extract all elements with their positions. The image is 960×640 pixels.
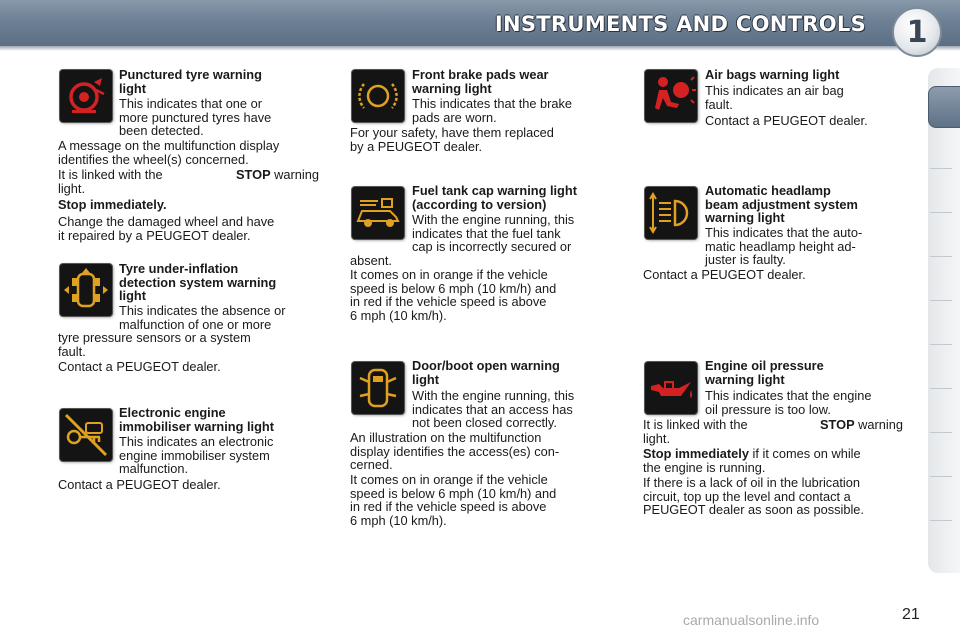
fuelcap-body2: It comes on in orange if the vehicle speed is below 6 mph (10 km/h) and in red if the vehicle speed is above 6 mph (10 km/h). bbox=[350, 267, 557, 323]
tab-divider bbox=[930, 300, 952, 301]
door-body2: An illustration on the multifunction display identifies the access(es) con- cerned. bbox=[350, 430, 560, 472]
oil-title: Engine oil pressure warning light bbox=[705, 358, 824, 387]
tab-divider bbox=[930, 520, 952, 521]
tab-divider bbox=[930, 168, 952, 169]
underinflation-body1: This indicates the absence or malfunction of one or more bbox=[119, 303, 286, 332]
headlamp-body2: Contact a PEUGEOT dealer. bbox=[643, 267, 806, 282]
tab-divider bbox=[930, 344, 952, 345]
underinflation-title: Tyre under-inflation detection system warning light bbox=[119, 261, 277, 303]
punctured-title: Punctured tyre warning light bbox=[119, 67, 262, 96]
page-title: INSTRUMENTS AND CONTROLS bbox=[494, 12, 866, 36]
headlamp-title: Automatic headlamp beam adjustment system warning light bbox=[705, 183, 858, 225]
door-body1: With the engine running, this indicates that an access has not been closed correctly. bbox=[412, 388, 575, 430]
fuelcap-title: Fuel tank cap warning light (according to version) bbox=[412, 183, 577, 212]
brake-body2: For your safety, have them replaced by a PEUGEOT dealer. bbox=[350, 125, 554, 154]
chapter-tab-active[interactable] bbox=[928, 86, 960, 128]
airbag-body1: This indicates an air bag fault. bbox=[705, 83, 844, 112]
tab-divider bbox=[930, 432, 952, 433]
tyre-pressure-icon bbox=[60, 264, 112, 316]
chapter-tab-strip bbox=[928, 68, 960, 573]
punctured-stop-heading: Stop immediately. bbox=[58, 197, 167, 212]
page-number: 21 bbox=[902, 606, 920, 623]
immobiliser-body1: This indicates an electronic engine immobiliser system malfunction. bbox=[119, 434, 274, 476]
fuel-cap-icon bbox=[352, 187, 404, 239]
punctured-body2: A message on the multifunction display identifies the wheel(s) concerned. bbox=[58, 138, 280, 167]
chapter-badge: 1 bbox=[892, 7, 942, 57]
airbag-title: Air bags warning light bbox=[705, 67, 840, 82]
tyre-puncture-icon bbox=[60, 70, 112, 122]
brake-title: Front brake pads wear warning light bbox=[412, 67, 549, 96]
watermark: carmanualsonline.info bbox=[683, 612, 820, 628]
underinflation-body2: Contact a PEUGEOT dealer. bbox=[58, 359, 221, 374]
brake-pads-icon bbox=[352, 70, 404, 122]
tab-divider bbox=[930, 212, 952, 213]
door-open-icon bbox=[352, 362, 404, 414]
oil-pressure-icon bbox=[645, 362, 697, 414]
punctured-stop-link: It is linked with the STOP warning light. bbox=[58, 167, 319, 196]
airbag-body2: Contact a PEUGEOT dealer. bbox=[705, 113, 868, 128]
airbag-icon bbox=[645, 70, 697, 122]
punctured-body1: This indicates that one or more punctured tyres have been detected. bbox=[119, 96, 272, 138]
oil-stop-link: It is linked with the STOP warning light. bbox=[643, 417, 903, 446]
door-body3: It comes on in orange if the vehicle speed is below 6 mph (10 km/h) and in red if the vehicle speed is above 6 mph (10 km/h). bbox=[350, 472, 557, 528]
immobiliser-title: Electronic engine immobiliser warning light bbox=[119, 405, 274, 434]
oil-body1: This indicates that the engine oil pressure is too low. bbox=[705, 388, 872, 417]
tab-divider bbox=[930, 256, 952, 257]
fuelcap-body1-cont: absent. bbox=[350, 253, 392, 268]
immobiliser-icon bbox=[60, 409, 112, 461]
door-title: Door/boot open warning light bbox=[412, 358, 560, 387]
fuelcap-body1: With the engine running, this indicates that the fuel tank cap is incorrectly secured or bbox=[412, 212, 575, 254]
brake-body1: This indicates that the brake pads are worn. bbox=[412, 96, 573, 125]
immobiliser-body2: Contact a PEUGEOT dealer. bbox=[58, 477, 221, 492]
underinflation-body1-cont: tyre pressure sensors or a system fault. bbox=[58, 330, 251, 359]
oil-body4: If there is a lack of oil in the lubrication circuit, top up the level and contact a PEUGEOT dealer as soon as possible. bbox=[643, 475, 864, 517]
headlamp-adjust-icon bbox=[645, 187, 697, 239]
punctured-body4: Change the damaged wheel and have it repaired by a PEUGEOT dealer. bbox=[58, 214, 275, 243]
header-shadow bbox=[0, 46, 960, 51]
oil-stop-immediately: Stop immediately if it comes on while the engine is running. bbox=[643, 446, 861, 475]
tab-divider bbox=[930, 388, 952, 389]
tab-divider bbox=[930, 476, 952, 477]
headlamp-body1: This indicates that the auto- matic headlamp height ad- juster is faulty. bbox=[705, 225, 863, 267]
